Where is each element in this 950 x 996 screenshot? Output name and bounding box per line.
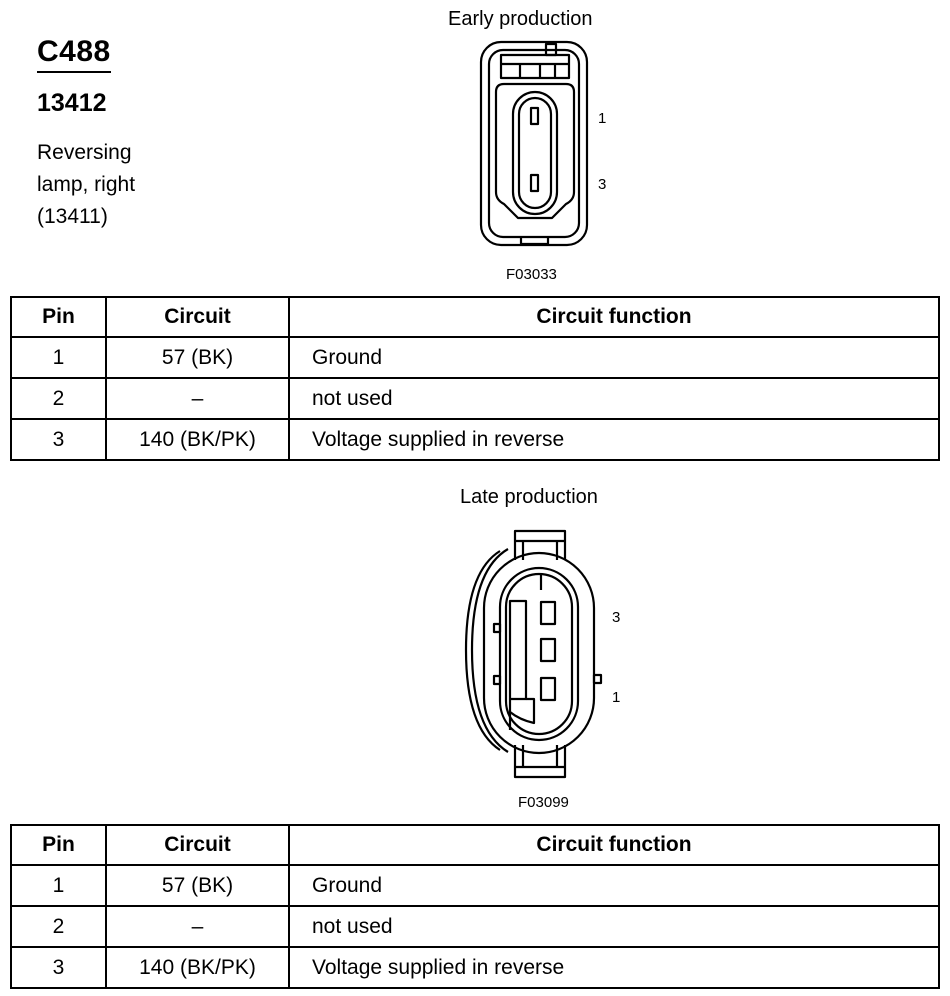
description-line-2: lamp, right (37, 173, 136, 196)
late-pin-label-3: 3 (612, 609, 621, 626)
cell-pin: 3 (11, 419, 106, 460)
cell-circuit-function: Ground (289, 337, 939, 378)
cell-circuit-function: Ground (289, 865, 939, 906)
cell-circuit: 140 (BK/PK) (106, 419, 289, 460)
table-row (11, 906, 939, 947)
cell-circuit: – (106, 378, 289, 419)
cell-pin: 1 (11, 865, 106, 906)
header-circuit-function: Circuit function (289, 825, 939, 865)
cell-pin: 3 (11, 947, 106, 988)
header-pin: Pin (11, 297, 106, 337)
header-circuit: Circuit (106, 297, 289, 337)
late-production-caption: Late production (460, 486, 598, 508)
cell-circuit-function: Voltage supplied in reverse (289, 419, 939, 460)
description-line-1: Reversing (37, 141, 132, 164)
connector-id: C488 (37, 34, 111, 73)
early-figure-id: F03033 (506, 266, 557, 283)
cell-circuit-function: not used (289, 378, 939, 419)
cell-pin: 1 (11, 337, 106, 378)
cell-circuit: – (106, 906, 289, 947)
header-circuit-function: Circuit function (289, 297, 939, 337)
description-line-3: (13411) (37, 205, 108, 228)
cell-circuit: 57 (BK) (106, 337, 289, 378)
cell-circuit-function: Voltage supplied in reverse (289, 947, 939, 988)
table-header-row (11, 825, 939, 865)
part-number: 13412 (37, 89, 107, 117)
cell-circuit: 57 (BK) (106, 865, 289, 906)
table-row (11, 865, 939, 906)
header-pin: Pin (11, 825, 106, 865)
cell-pin: 2 (11, 378, 106, 419)
late-pin-table (10, 824, 940, 989)
late-figure-id: F03099 (518, 794, 569, 811)
cell-circuit-function: not used (289, 906, 939, 947)
header-circuit: Circuit (106, 825, 289, 865)
late-pin-label-1: 1 (612, 689, 621, 706)
table-row (11, 947, 939, 988)
cell-pin: 2 (11, 906, 106, 947)
early-pin-label-3: 3 (598, 176, 607, 193)
early-pin-label-1: 1 (598, 110, 607, 127)
cell-circuit: 140 (BK/PK) (106, 947, 289, 988)
early-production-caption: Early production (448, 8, 593, 30)
